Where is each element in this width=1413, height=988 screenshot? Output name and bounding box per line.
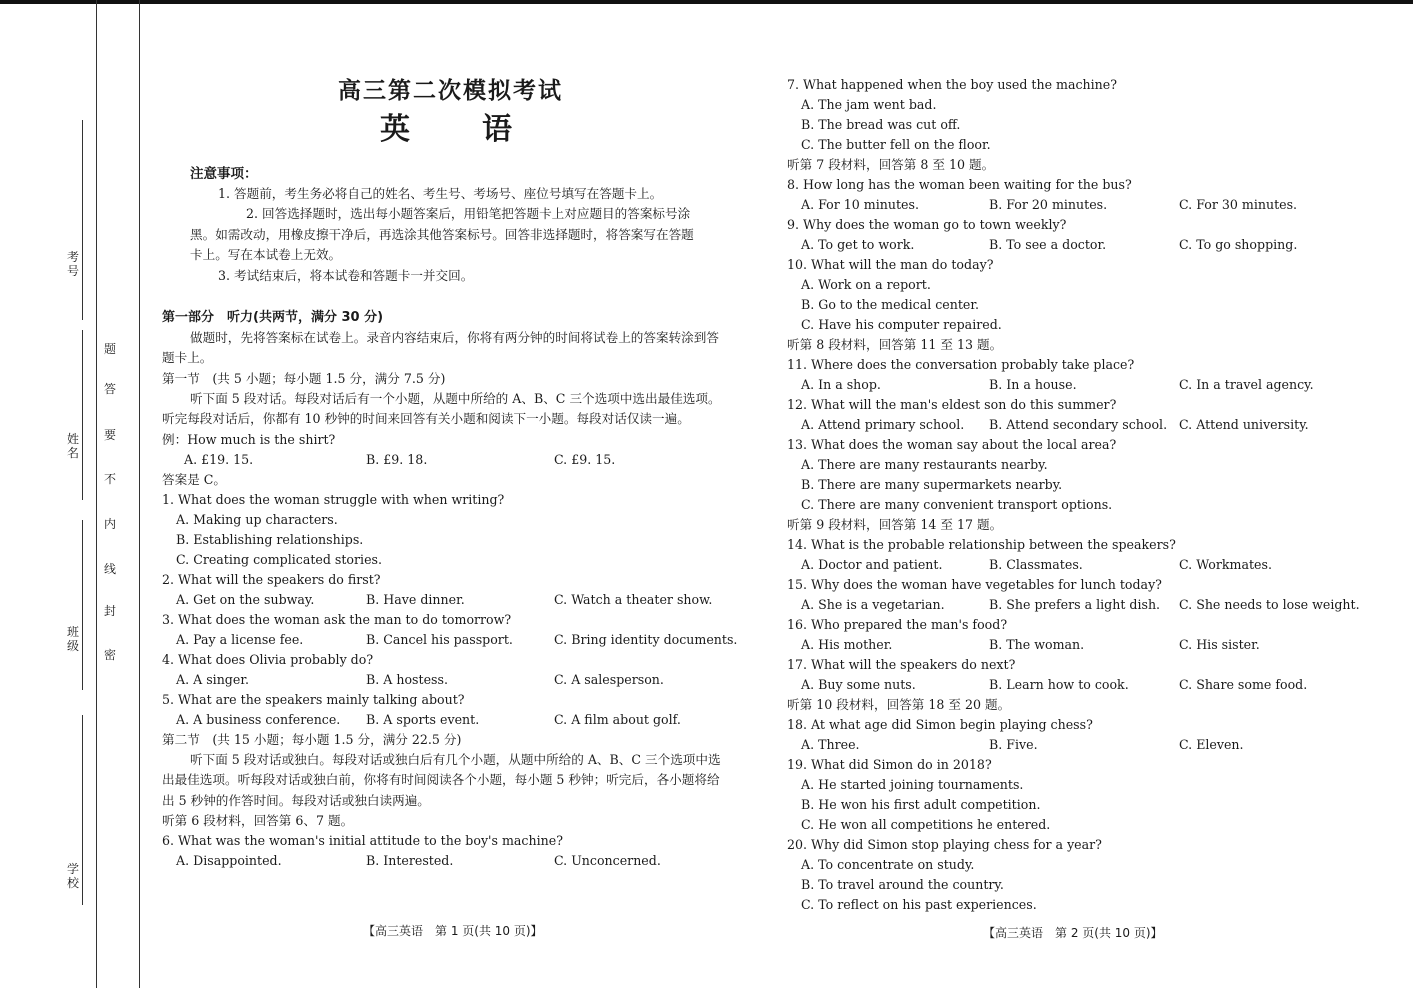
answer-options-row — [787, 375, 1357, 395]
answer-option: B. Attend secondary school. — [989, 417, 1168, 432]
answer-option: B. A sports event. — [366, 711, 480, 727]
answer-options-row — [787, 415, 1357, 435]
answer-option: A. A singer. — [176, 671, 249, 687]
answer-option: A. Get on the subway. — [176, 591, 315, 607]
answer-option: B. Have dinner. — [366, 591, 465, 607]
answer-option: A. For 10 minutes. — [801, 197, 919, 212]
answer-option: C. His sister. — [1179, 637, 1260, 652]
answer-option: C. The butter fell on the floor. — [801, 137, 991, 152]
answer-option: B. The woman. — [989, 637, 1085, 652]
part1-intro: 做题时，先将答案标在试卷上。录音内容结束后，你将有两分钟的时间将试卷上的答案转涂到答题卡上。 — [162, 329, 719, 365]
part1-heading: 第一部分 听力(共两节，满分 30 分) — [162, 309, 384, 325]
answer-options-row — [162, 710, 728, 730]
notes-item: 2. 回答选择题时，选出每小题答案后，用铅笔把答题卡上对应题目的答案标号涂黑。如需改动，用橡皮擦干净后，再选涂其他答案标号。回答非选择题时，将答案写在答题卡上。写在本试卷上无效。 — [190, 206, 694, 262]
seal-char: 不 — [104, 472, 117, 486]
example-answer: 答案是 C。 — [162, 471, 227, 487]
student-name-label: 姓名 — [66, 432, 79, 460]
question-stem: 17. What will the speakers do next? — [787, 657, 1016, 672]
answer-option: C. Share some food. — [1179, 677, 1308, 692]
section1-heading: 第一节 (共 5 小题；每小题 1.5 分，满分 7.5 分) — [162, 370, 446, 386]
notes-item: 1. 答题前，考生务必将自己的姓名、考生号、考场号、座位号填写在答题卡上。 — [218, 186, 663, 201]
answer-option: B. Classmates. — [989, 557, 1083, 572]
seal-char: 密 — [104, 648, 117, 662]
question-stem: 12. What will the man's eldest son do this summer? — [787, 397, 1117, 412]
example-option: A. £19. 15. — [184, 451, 254, 467]
answer-option: B. There are many supermarkets nearby. — [801, 477, 1063, 492]
question-stem: 1. What does the woman struggle with when writing? — [162, 491, 505, 507]
question-stem: 8. How long has the woman been waiting for the bus? — [787, 177, 1132, 192]
seal-char: 内 — [104, 517, 117, 531]
left-column — [162, 164, 738, 871]
answer-options-row — [787, 735, 1357, 755]
answer-option: C. Eleven. — [1179, 737, 1244, 752]
question-stem: 7. What happened when the boy used the machine? — [787, 77, 1117, 92]
answer-option: A. A business conference. — [176, 711, 341, 727]
answer-options-row — [162, 851, 728, 871]
passage-label: 听第 9 段材料，回答第 14 至 17 题。 — [787, 517, 1003, 532]
answer-option: B. To travel around the country. — [801, 877, 1004, 892]
top-border — [0, 0, 1413, 4]
answer-options-row — [787, 195, 1357, 215]
answer-option: B. Cancel his passport. — [366, 631, 513, 647]
seal-char: 要 — [104, 428, 117, 442]
answer-option: B. She prefers a light dish. — [989, 597, 1161, 612]
answer-option: C. Creating complicated stories. — [176, 551, 382, 567]
answer-option: B. A hostess. — [366, 671, 448, 687]
question-stem: 16. Who prepared the man's food? — [787, 617, 1008, 632]
exam-number-label: 考号 — [66, 250, 79, 278]
answer-option: A. There are many restaurants nearby. — [801, 457, 1048, 472]
answer-option: C. A salesperson. — [554, 671, 664, 687]
answer-option: C. Watch a theater show. — [554, 591, 713, 607]
answer-option: A. Pay a license fee. — [176, 631, 304, 647]
answer-option: C. There are many convenient transport options. — [801, 497, 1113, 512]
passage-label: 听第 10 段材料，回答第 18 至 20 题。 — [787, 697, 1011, 712]
margin-line — [96, 0, 97, 988]
answer-option: C. A film about golf. — [554, 711, 681, 727]
question-stem: 2. What will the speakers do first? — [162, 571, 381, 587]
class-line — [82, 520, 83, 690]
exam-number-line — [82, 120, 83, 320]
answer-option: B. Go to the medical center. — [801, 297, 980, 312]
answer-options-row — [787, 635, 1357, 655]
question-stem: 9. Why does the woman go to town weekly? — [787, 217, 1067, 232]
question-stem: 11. Where does the conversation probably take place? — [787, 357, 1135, 372]
answer-option: A. To get to work. — [801, 237, 915, 252]
answer-option: C. Attend university. — [1179, 417, 1309, 432]
question-stem: 13. What does the woman say about the local area? — [787, 437, 1117, 452]
question-stem: 5. What are the speakers mainly talking about? — [162, 691, 465, 707]
answer-options-row — [162, 590, 728, 610]
class-label: 班级 — [66, 625, 79, 653]
answer-option: A. To concentrate on study. — [801, 857, 975, 872]
question-stem: 19. What did Simon do in 2018? — [787, 757, 992, 772]
section2-instructions: 听下面 5 段对话或独白。每段对话或独白后有几个小题，从题中所给的 A、B、C 三个选项中选出最佳选项。听每段对话或独白前，你将有时间阅读各个小题，每小题 5 秒钟；听完后，各小题将给出 5 秒钟的作答时间。每段对话或独白读两遍。 — [162, 751, 721, 808]
answer-option: B. He won his first adult competition. — [801, 797, 1041, 812]
answer-option: A. He started joining tournaments. — [801, 777, 1024, 792]
question-stem: 4. What does Olivia probably do? — [162, 651, 374, 667]
question-stem: 20. Why did Simon stop playing chess for a year? — [787, 837, 1102, 852]
passage-label: 听第 7 段材料，回答第 8 至 10 题。 — [787, 157, 995, 172]
answer-option: C. Unconcerned. — [554, 853, 661, 868]
example-question: 例：How much is the shirt? — [162, 431, 336, 447]
answer-option: B. In a house. — [989, 377, 1077, 392]
question-stem: 18. At what age did Simon begin playing chess? — [787, 717, 1093, 732]
passage-label: 听第 8 段材料，回答第 11 至 13 题。 — [787, 337, 1003, 352]
margin-line — [139, 0, 140, 988]
answer-option: A. The jam went bad. — [801, 97, 937, 112]
answer-option: C. Bring identity documents. — [554, 631, 738, 647]
answer-option: A. Attend primary school. — [801, 417, 965, 432]
answer-options-row — [162, 630, 738, 650]
answer-options-row — [787, 675, 1357, 695]
answer-option: B. For 20 minutes. — [989, 197, 1108, 212]
answer-option: C. She needs to lose weight. — [1179, 597, 1360, 612]
question-stem: 14. What is the probable relationship between the speakers? — [787, 537, 1176, 552]
example-option: B. £9. 18. — [366, 451, 428, 467]
answer-option: B. Establishing relationships. — [176, 531, 364, 547]
right-column — [787, 75, 1360, 915]
seal-char: 答 — [104, 382, 117, 396]
question-stem: 3. What does the woman ask the man to do tomorrow? — [162, 611, 512, 627]
answer-option: A. Buy some nuts. — [801, 677, 916, 692]
answer-option: C. To reflect on his past experiences. — [801, 897, 1037, 912]
answer-option: A. In a shop. — [801, 377, 881, 392]
answer-option: C. Have his computer repaired. — [801, 317, 1002, 332]
exam-subject: 英语 — [380, 112, 584, 147]
answer-option: A. Disappointed. — [176, 853, 282, 868]
answer-option: C. Workmates. — [1179, 557, 1272, 572]
answer-option: C. To go shopping. — [1179, 237, 1298, 252]
example-option: C. £9. 15. — [554, 451, 616, 467]
answer-option: A. She is a vegetarian. — [801, 597, 945, 612]
answer-option: B. The bread was cut off. — [801, 117, 961, 132]
page-footer-right: 【高三英语 第 2 页(共 10 页)】 — [983, 926, 1163, 940]
passage-label: 听第 6 段材料，回答第 6、7 题。 — [162, 813, 354, 828]
answer-option: A. Three. — [801, 737, 860, 752]
school-line — [82, 715, 83, 905]
seal-char: 封 — [104, 604, 117, 618]
notes-item: 3. 考试结束后，将本试卷和答题卡一并交回。 — [218, 267, 474, 283]
question-stem: 6. What was the woman's initial attitude to the boy's machine? — [162, 833, 563, 848]
answer-options-row — [162, 670, 728, 690]
seal-char: 线 — [104, 562, 117, 576]
seal-char: 题 — [104, 342, 117, 356]
answer-option: A. Doctor and patient. — [801, 557, 943, 572]
answer-option: C. For 30 minutes. — [1179, 197, 1298, 212]
notes-heading: 注意事项： — [190, 166, 258, 182]
section1-instructions: 听下面 5 段对话。每段对话后有一个小题，从题中所给的 A、B、C 三个选项中选出最佳选项。听完每段对话后，你都有 10 秒钟的时间来回答有关小题和阅读下一小题。每段对话仅读一遍。 — [162, 390, 721, 426]
answer-option: B. Learn how to cook. — [989, 677, 1129, 692]
answer-option: A. Making up characters. — [176, 511, 338, 527]
answer-options-row — [787, 235, 1357, 255]
answer-option: A. His mother. — [801, 637, 893, 652]
answer-option: A. Work on a report. — [801, 277, 931, 292]
binding-margin — [0, 0, 140, 988]
question-stem: 10. What will the man do today? — [787, 257, 994, 272]
question-stem: 15. Why does the woman have vegetables for lunch today? — [787, 577, 1162, 592]
answer-options-row — [787, 595, 1360, 615]
answer-option: B. To see a doctor. — [989, 237, 1107, 252]
school-label: 学校 — [66, 862, 79, 890]
student-name-line — [82, 330, 83, 500]
exam-title: 高三第二次模拟考试 — [338, 78, 563, 104]
page-footer-left: 【高三英语 第 1 页(共 10 页)】 — [363, 924, 543, 938]
section2-heading: 第二节 (共 15 小题；每小题 1.5 分，满分 22.5 分) — [162, 731, 462, 747]
answer-option: C. He won all competitions he entered. — [801, 817, 1051, 832]
answer-option: B. Interested. — [366, 853, 454, 868]
example-options — [162, 450, 728, 470]
answer-options-row — [787, 555, 1357, 575]
answer-option: B. Five. — [989, 737, 1038, 752]
answer-option: C. In a travel agency. — [1179, 377, 1314, 392]
